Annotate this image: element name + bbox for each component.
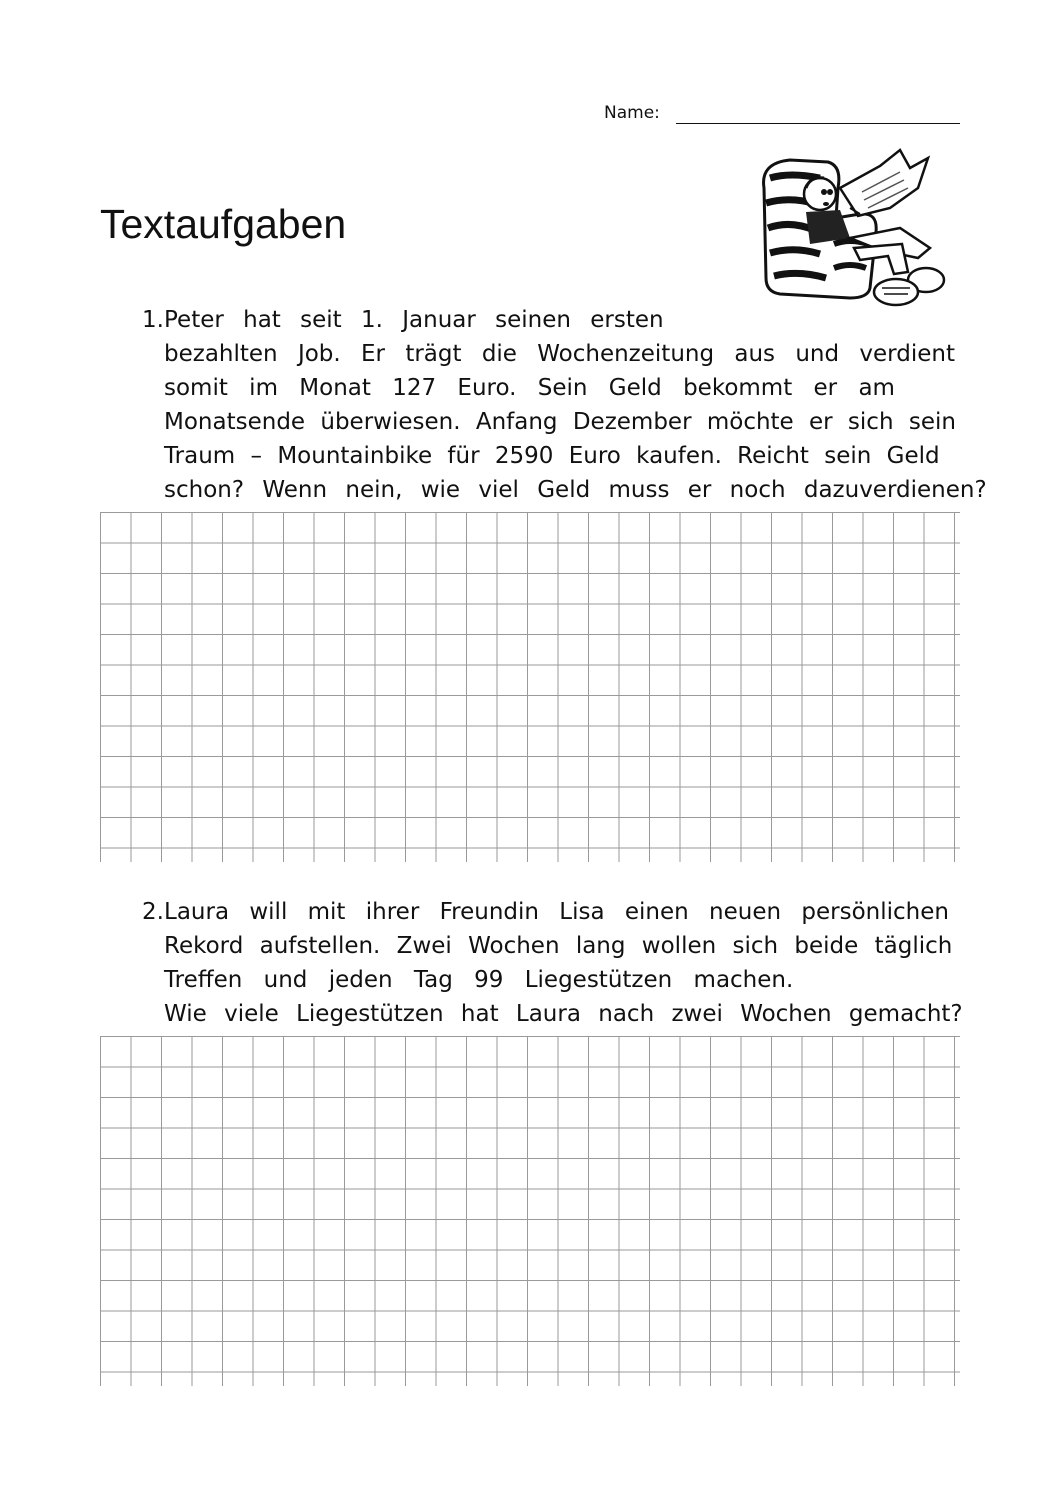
name-field-line[interactable] — [676, 123, 960, 124]
task-1-number: 1. — [142, 307, 164, 333]
task-2-line-4: Wie viele Liegestützen hat Laura nach zwei Wochen gemacht? — [164, 1001, 963, 1027]
task-2-number: 2. — [142, 899, 164, 925]
task-2-line-1: Laura will mit ihrer Freundin Lisa einen neuen persönlichen — [164, 899, 949, 925]
task-1-line-5: Traum – Mountainbike für 2590 Euro kaufen. Reicht sein Geld — [164, 443, 940, 469]
task-1-line-4: Monatsende überwiesen. Anfang Dezember möchte er sich sein — [164, 409, 956, 435]
task-1 — [132, 307, 987, 507]
answer-grid-2[interactable] — [100, 1036, 960, 1386]
task-1-line-1: Peter hat seit 1. Januar seinen ersten — [164, 307, 664, 333]
task-2-line-3: Treffen und jeden Tag 99 Liegestützen machen. — [164, 967, 794, 993]
page-title: Textaufgaben — [100, 201, 347, 247]
task-2-line-2: Rekord aufstellen. Zwei Wochen lang wollen sich beide täglich — [164, 933, 953, 959]
man-reading-newspaper-icon — [750, 148, 950, 316]
task-2 — [132, 899, 963, 1035]
task-1-line-6: schon? Wenn nein, wie viel Geld muss er noch dazuverdienen? — [164, 477, 987, 503]
answer-grid-1[interactable] — [100, 512, 960, 862]
task-1-line-2: bezahlten Job. Er trägt die Wochenzeitung aus und verdient — [164, 341, 955, 367]
name-label: Name: — [604, 103, 660, 123]
task-1-line-3: somit im Monat 127 Euro. Sein Geld bekommt er am — [164, 375, 895, 401]
